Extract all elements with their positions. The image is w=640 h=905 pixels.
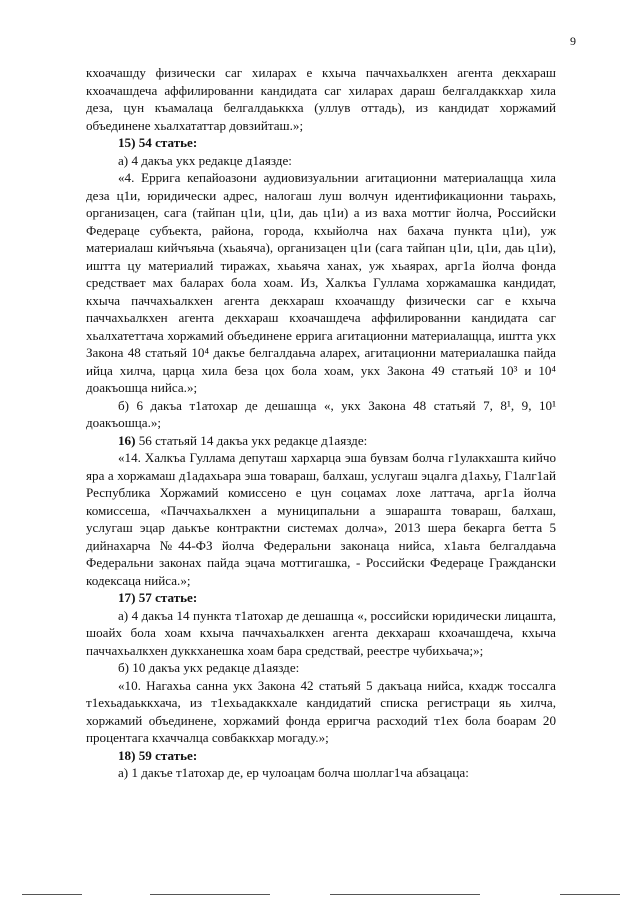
scan-edge-line (22, 894, 82, 895)
paragraph: а) 4 дакъа 14 пункта т1атохар де дешашца «, российски юридически лицашта, шоайх бола хоам кхыча паччахьалкхен агента декхараш кхоачашдеча, кхыча паччахьалкхен дуккханешка хоам бара средствай, реестре чубихьача;»; (86, 607, 556, 658)
section-heading-text: 56 статьяй 14 дакъа укх редакце д1аязде: (135, 432, 368, 448)
document-body (86, 64, 556, 782)
paragraph: а) 4 дакъа укх редакце д1аязде: (118, 152, 292, 168)
section-heading: 17) 57 статье: (118, 590, 198, 605)
scan-edge-line (560, 894, 620, 895)
section-heading (86, 432, 556, 450)
paragraph: а) 1 дакъе т1атохар де, ер чулоацам болча шоллаг1ча абзацаца: (118, 765, 469, 780)
paragraph: «4. Еррига кепайоазони аудиовизуальнии агитационни материалащца хила деза ц1и, юридически адрес, налогаш луш волчун идентификационни таьрахь, организацен, сага (тайпан ц1и, ц1и, даь ц1и) а из ваха моттиг йолча, Российски Федерацe субъекта, района, города, кхыйолча нах бахача пункта ц1и), уж материалаш кийчъяьча (хьаьяча), организацен ц1и (сага тайпан ц1и, ц1и, даь ц1и), иштта цу материалий тиражах, хьаьяча ханах, уж хьаярах, арг1а йолча фонда средствает мах баларах бола хоам. Из, Халкъа Гуллама хоржамашка кандидат, кхыча паччахьалкхен агента декхараш кхоачашду физически саг е кхыча паччахьалкхен агента декхараш кхоачашдеча аффилированни кандидата саг хьалхатеттача хоржамий объединене еррига агитационни материалащца, иштта укх Закона 48 статьяй 10⁴ дакъе белгалдаьча аларех, агитационни материалашка пайда ийца хилча, царца хила беза цох бола хоам, укх Закона 49 статьяй 10³ и 10⁴ доакъошца нийса.»; (86, 170, 556, 395)
scan-edge-line (330, 894, 480, 895)
section-number: 16) (118, 432, 136, 448)
paragraph: б) 10 дакъа укх редакце д1аязде: (118, 660, 300, 675)
paragraph: кхоачашду физически саг хиларах е кхыча паччахьалкхен агента декхараш кхоачашдеча аффилированни кандидата саг хиларах дараш белгалдаккхар хила деза, цун къамалаца белгалдаьккха (уллув оттадь), из кандидат хоржамий объединене хьалхататтар довзийташ.»; (86, 65, 556, 133)
section-heading: 18) 59 статье: (118, 747, 198, 763)
section-heading: 15) 54 статье: (118, 135, 198, 150)
paragraph: б) 6 дакъа т1атохар де дешашца «, укх Закона 48 статьяй 7, 8¹, 9, 10¹ доакъошца.»; (86, 397, 556, 430)
page-number: 9 (570, 34, 576, 48)
paragraph: «10. Нагахьа санна укх Закона 42 статьяй 5 дакъаца нийса, кхадж тоссалга т1ехьадаьккхача, из т1ехьадаккхале кандидатий списка регистраци яь хилча, хоржамий объединене, хоржамий фонда ерригча расходий т1ех бола боарам 20 процентага кхаччалца совбаккхар могаду.»; (86, 677, 556, 745)
paragraph: «14. Халкъа Гуллама депуташ хархарца эша бувзам болча г1улакхашта кийчо яра а хоржамаш д1адахьара эша товараш, балхаш, услугаш эцалга д1ахьу, Г1алг1ай Республика Хоржамий комиссено е цун соцамах лохе латтача, арг1а йолча комиссеша, «Паччахьалкхен а муниципальни а эшарашта товараш, балхаш, услугаш эцар даькъе контрактни системах долча», 2013 шера бекарга бетта 5 дийнахарча №44-ФЗ йолча Федеральни законаца нийса, х1аьта белгалдаьча Федеральни законах пайда эцача моттигашка, - Российски Федерацe Граждански кодексаца нийса.»; (86, 450, 556, 588)
scan-edge-line (150, 894, 270, 895)
